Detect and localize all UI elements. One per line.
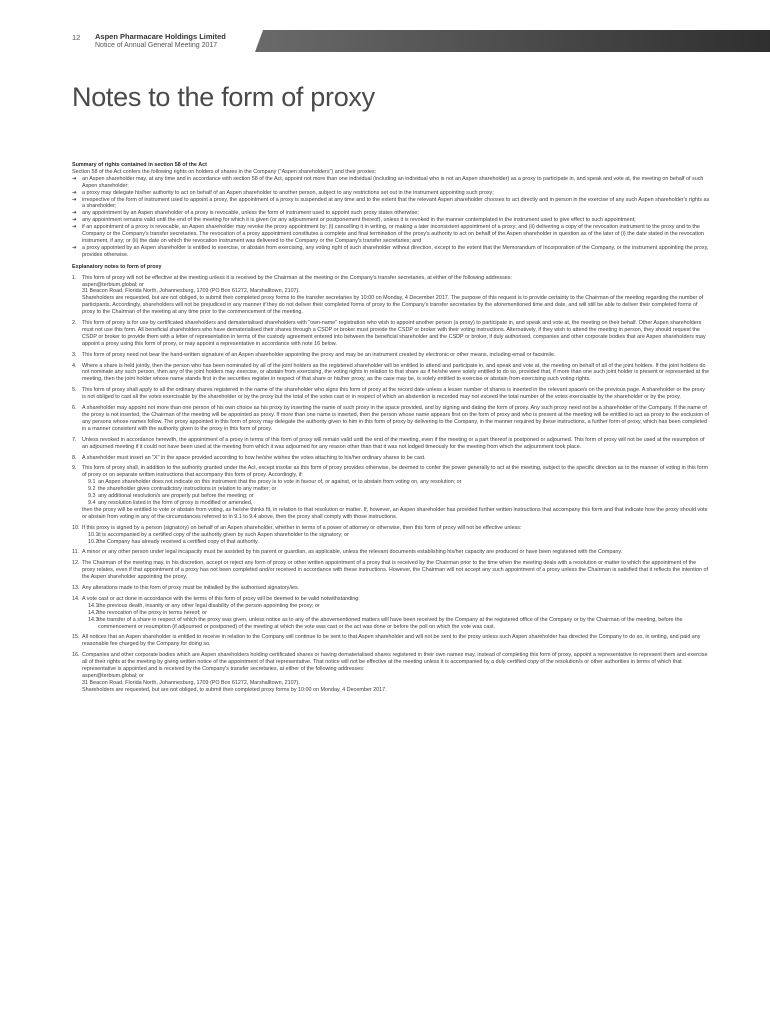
page-number: 12 <box>72 33 81 42</box>
sub-text: the previous death, insanity or any other legal disability of the person appointing the proxy; or <box>98 602 320 609</box>
header-bar <box>255 30 770 52</box>
page-title: Notes to the form of proxy <box>72 82 375 112</box>
sub-item <box>82 500 710 507</box>
note-number: 11. <box>72 549 80 556</box>
note-paragraph: All notices that an Aspen shareholder is entitled to receive in relation to the Company will continue to be sent to that Aspen shareholder and will not be sent to the proxy unless such Aspen shareholder has directed the Company to do so, in writing, and paid any reasonable fee charged by the Company for doing so. <box>82 634 701 648</box>
note-item <box>72 363 710 384</box>
explanatory-heading: Explanatory notes to form of proxy <box>72 263 162 270</box>
sub-item <box>82 610 710 617</box>
rights-item <box>72 176 710 190</box>
document-subtitle: Notice of Annual General Meeting 2017 <box>95 42 218 49</box>
company-name: Aspen Pharmacare Holdings Limited <box>95 32 226 41</box>
note-paragraph: This form of proxy will not be effective at the meeting unless it is received by the Chairman at the meeting or the Company's transfer secretaries, at either of the following addresses: <box>82 274 512 281</box>
note-paragraph: If this proxy is signed by a person (signatory) on behalf of an Aspen shareholder, whether in terms of a power of attorney or otherwise, then this form of proxy will not be effective unless: <box>82 524 522 531</box>
sub-text: the transfer of a share in respect of which the proxy was given, unless notice as to any of the abovementioned matters will have been received by the Company at the registered office of the Company or by the Chairman of the meeting, before the commencement or resumption (if adjourned or postponed) of the meeting at which the vote was cast or the act was done or before the poll on which the vote was cast. <box>98 616 683 630</box>
note-item <box>72 465 710 520</box>
note-paragraph: A shareholder must insert an "X" in the space provided according to how he/she wishes the votes attaching to his/her ordinary shares to be cast. <box>82 454 426 461</box>
sub-number: 9.3 <box>88 493 96 500</box>
sub-item <box>82 539 710 546</box>
note-number: 4. <box>72 362 77 369</box>
sub-item <box>82 486 710 493</box>
rights-item <box>72 224 710 245</box>
rights-item <box>72 210 710 217</box>
note-paragraph: Any alterations made to this form of proxy must be initialled by the authorised signatory/ies. <box>82 585 300 592</box>
note-paragraph: This form of proxy is for use by certificated shareholders and dematerialised shareholders with "own-name" registration who wish to appoint another person (a proxy) to participate in, and speak and vote at, the meeting on their behalf. Other Aspen shareholders must not use this form. All beneficial shareholders who have dematerialised their shares through a CSDP or broker must provide the CSDP or broker with their voting instructions. Alternatively, if they wish to attend the meeting in person, they should request the CSDP or broker to provide them with a letter of representation in terms of the custody agreement entered into between the beneficial shareholder and the CSDP or broker, if duly authorised, companies and other corporate bodies that are Aspen shareholders may appoint a proxy using this form of proxy, or may appoint a representative in accordance with note 16 below. <box>82 320 706 347</box>
sub-text: an Aspen shareholder does not indicate on this instrument that the proxy is to vote in favour of, or against, or to abstain from voting on, any resolution; or <box>98 479 462 486</box>
sub-text: any resolution listed in the form of proxy is modified or amended, <box>98 499 253 506</box>
note-number: 14. <box>72 595 80 602</box>
rights-item-text: a proxy appointed by an Aspen shareholder is entitled to exercise, or abstain from exercising, any voting right of such shareholder without direction, except to the extent that the Memorandum of Incorporation of the Company, or the instrument appointing the proxy, provides otherwise. <box>82 244 709 258</box>
sub-item <box>82 603 710 610</box>
note-number: 10. <box>72 524 80 531</box>
note-number: 5. <box>72 387 77 394</box>
sub-number: 9.2 <box>88 486 96 493</box>
note-number: 13. <box>72 585 80 592</box>
rights-item <box>72 245 710 259</box>
arrow-icon: ➔ <box>72 175 77 182</box>
rights-item-text: any appointment remains valid until the end of the meeting for which it is given (or any adjournment or postponement thereof), unless it is revoked in the manner contemplated in the instrument used to give effect to such appointment; <box>82 217 636 224</box>
sub-number: 10.1 <box>88 531 99 538</box>
note-number: 12. <box>72 560 80 567</box>
sub-number: 14.3 <box>88 616 99 623</box>
rights-item <box>72 190 710 197</box>
note-item <box>72 652 710 693</box>
note-item <box>72 320 710 348</box>
rights-list <box>72 176 710 259</box>
note-item <box>72 525 710 546</box>
sub-item <box>82 479 710 486</box>
note-item <box>72 634 710 648</box>
rights-item <box>72 217 710 224</box>
note-number: 6. <box>72 405 77 412</box>
note-item <box>72 455 710 462</box>
sub-text: it is accompanied by a certified copy of the authority given by such Aspen shareholder to the signatory; or <box>98 531 349 538</box>
note-paragraph: This form of proxy shall, in addition to the authority granted under the Act, except insofar as this form of proxy provides otherwise, be deemed to confer the power generally to act at the meeting, subject to the specific direction as to the manner of voting in this form of proxy or on separate written instructions that accompany this form of proxy. Accordingly, if: <box>82 465 708 479</box>
sub-number: 14.1 <box>88 602 99 609</box>
arrow-icon: ➔ <box>72 196 77 203</box>
note-paragraph: This form of proxy need not bear the hand-written signature of an Aspen shareholder appointing the proxy and may be an instrument created by electronic or other means, including email or facsimile. <box>82 351 556 358</box>
arrow-icon: ➔ <box>72 224 77 231</box>
sub-item <box>82 532 710 539</box>
sub-text: the shareholder gives contradictory instructions in relation to any matter; or <box>98 486 277 493</box>
note-number: 7. <box>72 436 77 443</box>
arrow-icon: ➔ <box>72 210 77 217</box>
sub-text: any additional resolution/s are properly put before the meeting; or <box>98 493 254 500</box>
note-paragraph: A shareholder may appoint not more than one person of his own choice as his proxy by inserting the name of such proxy in the space provided, and by signing and dating the form of proxy. Any such proxy need not be a shareholder of the Company. If the name of the proxy is not inserted, the Chairman of the meeting will be appointed as proxy. If more than one name is inserted, then the person whose name appears first on the form of proxy and who is present at the meeting will be entitled to act as proxy to the exclusion of any persons whose names follow. The proxy appointed in this form of proxy may delegate the authority given to him in this form of proxy by delivering to the Company, in the manner required by these instructions, a further form of proxy, which has been completed in a manner consistent with the authority given to the proxy in this form of proxy. <box>82 405 710 432</box>
note-paragraph: A vote cast or act done in accordance with the terms of this form of proxy will be deemed to be valid notwithstanding: <box>82 595 360 602</box>
note-item <box>72 560 710 581</box>
note-paragraph: Unless revoked in accordance herewith, the appointment of a proxy in terms of this form of proxy will remain valid until the end of the meeting, even if the meeting or a part thereof is postponed or adjourned. This form of proxy will not be used at the resumption of an adjourned meeting if it could not have been used at the meeting from which it was adjourned for any reason other than that it was not lodged timeously for the meeting from which the adjournment took place. <box>82 436 705 450</box>
note-number: 16. <box>72 652 80 659</box>
note-item <box>72 387 710 401</box>
note-paragraph: The Chairman of the meeting may, in his discretion, accept or reject any form of proxy or other written appointment of a proxy that is received by the Chairman prior to the time when the meeting deals with a resolution or matter to which the appointment of the proxy relates, even if that appointment of a proxy has not been completed and/or received in accordance with these instructions. However, the Chairman will not accept any such appointment of a proxy unless the Chairman is satisfied that it reflects the intention of the Aspen shareholder appointing the proxy. <box>82 560 708 581</box>
note-paragraph: aspen@terbium.global; or <box>82 673 144 679</box>
summary-heading: Summary of rights contained in section 58 of the Act <box>72 162 207 168</box>
rights-item-text: an Aspen shareholder may, at any time and in accordance with section 58 of the Act, appoint not more than one individual (including an individual who is not an Aspen shareholder) as a proxy to participate in, and speak and vote at, the meeting on behalf of such Aspen shareholder; <box>82 175 704 189</box>
note-paragraph: This form of proxy shall apply to all the ordinary shares registered in the name of the shareholder who signs this form of proxy at the record date unless a lesser number of shares is inserted in the relevant space/s on the previous page. A shareholder or the proxy is not obliged to cast all the votes exercisable by the shareholder or by the proxy but the total of the votes cast or in respect of which an abstention is recorded may not exceed the total number of the votes exercisable by the shareholder or by the proxy. <box>82 387 705 401</box>
note-item <box>72 437 710 451</box>
rights-item-text: a proxy may delegate his/her authority to act on behalf of an Aspen shareholder to another person, subject to any restrictions set out in the instrument appointing such proxy; <box>82 189 494 196</box>
rights-item-text: any appointment by an Aspen shareholder of a proxy is revocable, unless the form of instrument used to appoint such proxy states otherwise; <box>82 210 419 217</box>
note-paragraph: Where a share is held jointly, then the person who has been nominated by all of the joint holders as the registered shareholder will be entitled to attend and participate in, and speak and vote at, the meeting on behalf of all of the joint holders. If the joint holders do not nominate any such person, then any of the joint holders may exercise, or abstain from exercising, the voting rights in relation to that share as if he/she were solely entitled to do so, provided that, if more than one such joint holder is present or represented at the meeting, then the joint holder whose name stands first in the securities register in respect of that share or his/her proxy, as the case may be, is solely entitled to exercise or abstain from exercising such voting rights. <box>82 362 710 383</box>
sub-number: 10.2 <box>88 538 99 545</box>
rights-item <box>72 197 710 211</box>
note-number: 3. <box>72 351 77 358</box>
sub-text: the revocation of the proxy in terms hereof; or <box>98 609 207 616</box>
note-paragraph: then the proxy will be entitled to vote or abstain from voting, as he/she thinks fit, in relation to that resolution or matter. If, however, an Aspen shareholder has provided further written instructions that accompany this form and that indicate how the proxy should vote or abstain from voting in any of the circumstances referred to in 9.1 to 9.4 above, then the proxy shall comply with those instructions. <box>82 506 708 520</box>
note-item <box>72 585 710 592</box>
rights-item-text: if an appointment of a proxy is revocable, an Aspen shareholder may revoke the proxy appointment by: (i) cancelling it in writing, or making a later inconsistent appointment of a proxy; and (ii) delivering a copy of the revocation instrument to the proxy and to the Company or the Company's transfer secretaries. The revocation of a proxy appointment constitutes a complete and final termination of the proxy's authority to act on behalf of the Aspen shareholder in question as of the later of (i) the date stated in the revocation instrument, if any; or (ii) the date on which the revocation instrument was delivered to the Company or the Company's transfer secretaries; and <box>82 224 704 244</box>
arrow-icon: ➔ <box>72 244 77 251</box>
note-item <box>72 405 710 433</box>
notes-list <box>72 275 710 694</box>
sub-item <box>82 493 710 500</box>
sub-number: 9.4 <box>88 499 96 506</box>
note-item <box>72 549 710 556</box>
sub-number: 9.1 <box>88 479 96 486</box>
note-paragraph: Shareholders are requested, but are not obliged, to submit their completed proxy forms to the transfer secretaries by 10:00 on Monday, 4 December 2017. The purpose of this request is to provide certainty to the Chairman of the meeting regarding the number of participants. Accordingly, shareholders will not be prejudiced in any manner if they do not deliver their completed forms of proxy to the Company's transfer secretaries by the aforementioned time and date, and will still be able to deliver their completed forms of proxy to the Chairman of the meeting at any time prior to the commencement of the meeting. <box>82 295 704 316</box>
note-item <box>72 596 710 631</box>
note-paragraph: 31 Beacon Road, Florida North, Johannesburg, 1709 (PO Box 61272, Marshalltown, 2107). <box>82 288 300 295</box>
note-item <box>72 352 710 359</box>
note-number: 15. <box>72 634 80 641</box>
page-header <box>0 30 770 52</box>
sub-text: the Company has already received a certified copy of that authority. <box>98 538 259 545</box>
note-number: 8. <box>72 454 77 461</box>
note-number: 9. <box>72 465 77 472</box>
sub-item <box>82 617 710 631</box>
summary-intro: Section 58 of the Act confers the following rights on holders of shares in the Company ("Aspen shareholders") and their proxies: <box>72 168 377 175</box>
arrow-icon: ➔ <box>72 189 77 196</box>
sub-number: 14.2 <box>88 609 99 616</box>
note-item <box>72 275 710 316</box>
arrow-icon: ➔ <box>72 217 77 224</box>
note-paragraph: Shareholders are requested, but are not obliged, to submit their completed proxy forms by 10:00 on Monday, 4 December 2017. <box>82 686 387 693</box>
rights-item-text: irrespective of the form of instrument used to appoint a proxy, the appointment of a proxy is suspended at any time and to the extent that the relevant Aspen shareholder chooses to act directly and in person in the exercise of any such Aspen shareholder's rights as a shareholder; <box>82 196 710 210</box>
note-paragraph: Companies and other corporate bodies which are Aspen shareholders holding certificated shares or having dematerialised shares registered in their own names may, instead of completing this form of proxy, appoint a representative to represent them and exercise all of their rights at the meeting by giving written notice of the appointment of that representative. That notice will not be effective at the meeting unless it is accompanied by a duly certified copy of the resolution/s or other authorities in terms of which that representative is appointed and is received by the Company's transfer secretaries, at either of the following addresses: <box>82 652 708 673</box>
note-paragraph: aspen@terbium.global; or <box>82 281 144 288</box>
note-paragraph: A minor or any other person under legal incapacity must be assisted by his parent or guardian, as applicable, unless the relevant documents establishing his/her capacity are produced or have been registered with the Company. <box>82 549 623 556</box>
note-number: 1. <box>72 274 77 281</box>
note-number: 2. <box>72 320 77 327</box>
note-paragraph: 31 Beacon Road, Florida North, Johannesburg, 1709 (PO Box 61272, Marshalltown, 2107). <box>82 679 300 686</box>
document-body <box>72 162 710 694</box>
